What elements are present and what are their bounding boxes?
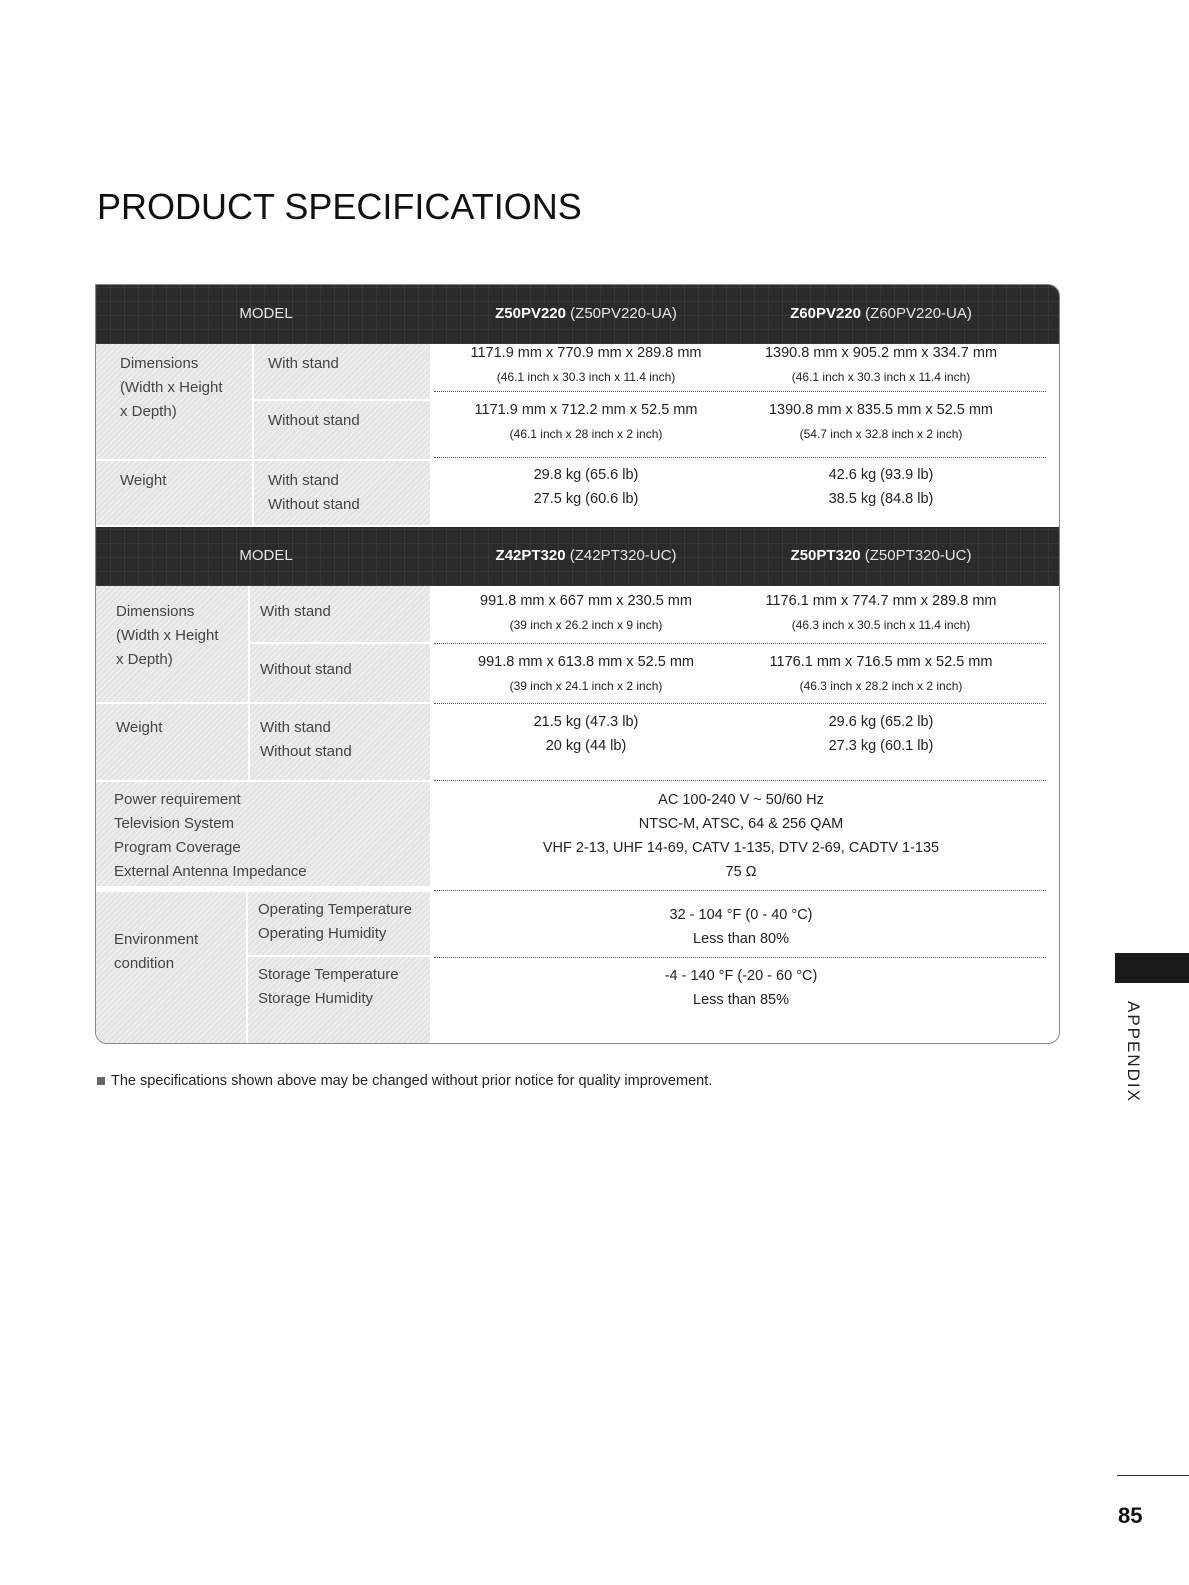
program-coverage-value: VHF 2-13, UHF 14-69, CATV 1-135, DTV 2-69, CADTV 1-135	[542, 840, 940, 856]
z50pv220-without-stand: 1171.9 mm x 712.2 mm x 52.5 mm (46.1 inch x 28 inch x 2 inch)	[474, 402, 698, 441]
environment-condition-label: Environment condition	[96, 892, 246, 1044]
external-antenna-label: External Antenna Impedance	[114, 863, 307, 880]
dimensions-label: Dimensions (Width x Height x Depth)	[96, 586, 248, 702]
page-number-rule	[1117, 1475, 1189, 1476]
z50pt320-with-stand: 1176.1 mm x 774.7 mm x 289.8 mm (46.3 inch x 30.5 inch x 11.4 inch)	[765, 593, 997, 632]
z60pv220-with-stand: 1390.8 mm x 905.2 mm x 334.7 mm (46.1 inch x 30.3 inch x 11.4 inch)	[764, 345, 998, 384]
general-specs-labels	[96, 782, 430, 886]
appendix-side-label: APPENDIX	[1124, 1001, 1143, 1103]
row-divider	[434, 457, 1046, 458]
without-stand-label: Without stand	[254, 401, 430, 459]
z42pt320-without-stand: 991.8 mm x 613.8 mm x 52.5 mm (39 inch x 24.1 inch x 2 inch)	[478, 654, 694, 693]
page-number: 85	[1118, 1503, 1143, 1528]
row-divider	[434, 780, 1046, 781]
storage-values: -4 - 140 °F (-20 - 60 °C) Less than 85%	[664, 968, 818, 1008]
bullet-icon	[97, 1077, 105, 1085]
z50pv220-with-stand: 1171.9 mm x 770.9 mm x 289.8 mm (46.1 inch x 30.3 inch x 11.4 inch)	[470, 345, 702, 384]
weight-stand-labels: With stand Without stand	[254, 461, 430, 525]
operating-values: 32 - 104 °F (0 - 40 °C) Less than 80%	[669, 907, 813, 947]
z50pv220-weight: 29.8 kg (65.6 lb) 27.5 kg (60.6 lb)	[533, 467, 639, 507]
weight-label: Weight	[96, 704, 248, 780]
model-heading-z50pv220: Z50PV220 (Z50PV220-UA)	[495, 305, 677, 322]
model-heading-z50pt320: Z50PT320 (Z50PT320-UC)	[790, 547, 972, 564]
model-heading-z42pt320: Z42PT320 (Z42PT320-UC)	[495, 547, 677, 564]
weight-label: Weight	[96, 461, 252, 525]
row-divider	[434, 890, 1046, 891]
operating-labels: Operating Temperature Operating Humidity	[248, 892, 430, 955]
with-stand-label: With stand	[254, 344, 430, 399]
with-stand-label: With stand	[250, 586, 430, 642]
specifications-note: The specifications shown above may be changed without prior notice for quality improvement.	[97, 1073, 712, 1089]
model-header-row-1	[96, 285, 1059, 344]
specifications-table	[95, 284, 1060, 1044]
row-divider	[434, 703, 1046, 704]
power-value: AC 100-240 V ~ 50/60 Hz	[658, 792, 824, 808]
weight-stand-labels: With stand Without stand	[250, 704, 430, 780]
model-label: MODEL	[239, 305, 293, 322]
model-header-row-2	[96, 527, 1059, 586]
model-label: MODEL	[239, 547, 293, 564]
dimensions-label: Dimensions (Width x Height x Depth)	[96, 344, 252, 459]
general-specs-values	[436, 788, 1046, 884]
storage-labels: Storage Temperature Storage Humidity	[248, 957, 430, 1044]
z50pt320-weight: 29.6 kg (65.2 lb) 27.3 kg (60.1 lb)	[828, 714, 934, 754]
z60pv220-without-stand: 1390.8 mm x 835.5 mm x 52.5 mm (54.7 inch x 32.8 inch x 2 inch)	[768, 402, 994, 441]
power-requirement-label: Power requirement	[114, 791, 241, 808]
z42pt320-weight: 21.5 kg (47.3 lb) 20 kg (44 lb)	[533, 714, 639, 754]
program-coverage-label: Program Coverage	[114, 839, 241, 856]
row-divider	[434, 391, 1046, 392]
z50pt320-without-stand: 1176.1 mm x 716.5 mm x 52.5 mm (46.3 inch x 28.2 inch x 2 inch)	[769, 654, 993, 693]
z42pt320-with-stand: 991.8 mm x 667 mm x 230.5 mm (39 inch x 26.2 inch x 9 inch)	[480, 593, 692, 632]
without-stand-label: Without stand	[250, 644, 430, 702]
z60pv220-weight: 42.6 kg (93.9 lb) 38.5 kg (84.8 lb)	[828, 467, 934, 507]
section-tab-marker	[1115, 953, 1189, 983]
row-divider	[434, 957, 1046, 958]
page-title: PRODUCT SPECIFICATIONS	[97, 186, 582, 227]
row-divider	[434, 643, 1046, 644]
antenna-impedance-value: 75 Ω	[725, 864, 757, 880]
model-heading-z60pv220: Z60PV220 (Z60PV220-UA)	[790, 305, 972, 322]
tv-system-value: NTSC-M, ATSC, 64 & 256 QAM	[638, 816, 844, 832]
television-system-label: Television System	[114, 815, 235, 832]
